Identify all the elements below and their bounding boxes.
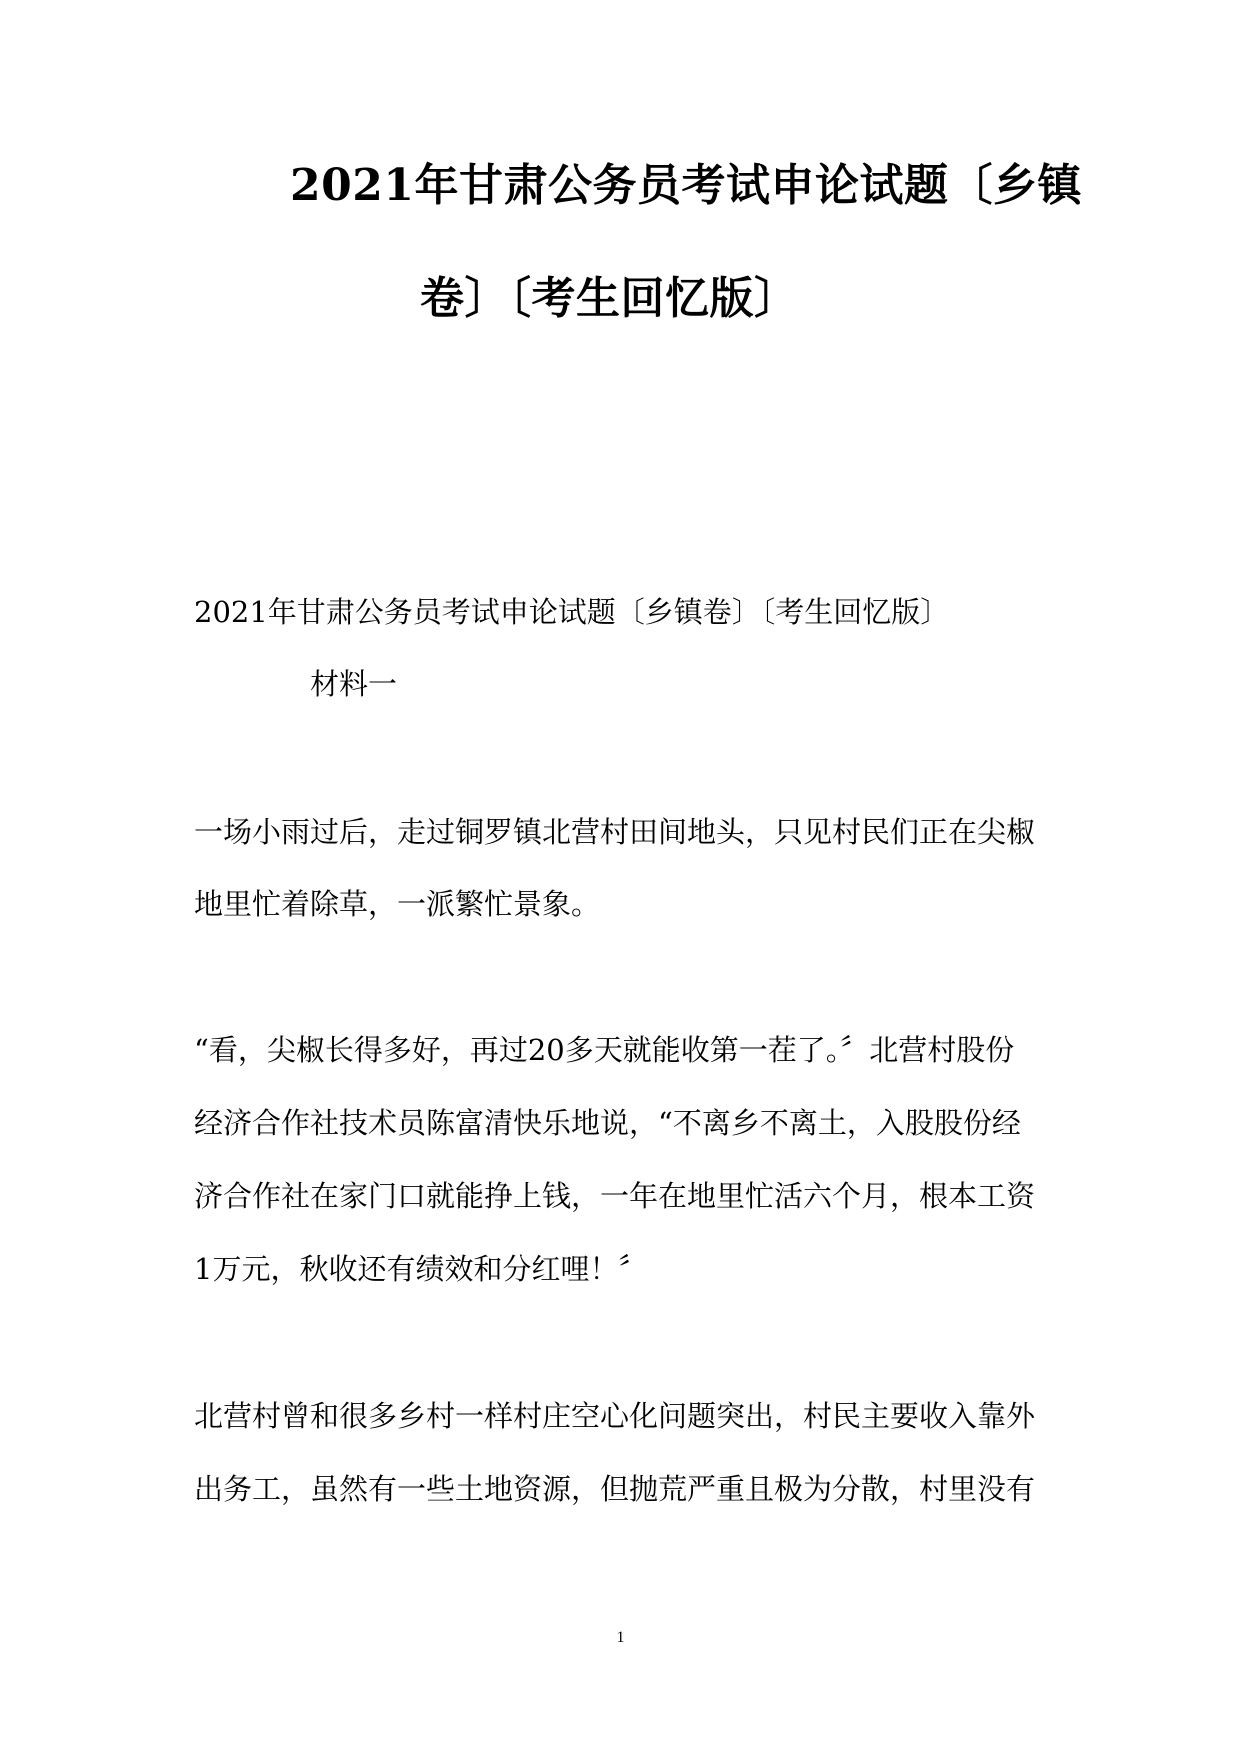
paragraph-line: 一场小雨过后，走过铜罗镇北营村田间地头，只见村民们正在尖椒	[194, 815, 1036, 849]
paragraph-line: 出务工，虽然有一些土地资源，但抛荒严重且极为分散，村里没有	[194, 1472, 1036, 1506]
paragraph-line: 1万元，秋收还有绩效和分红哩！〞	[194, 1252, 648, 1286]
page-number: 1	[616, 1629, 625, 1646]
section-heading: 材料一	[310, 667, 398, 701]
paragraph-line: 北营村曾和很多乡村一样村庄空心化问题突出，村民主要收入靠外	[194, 1399, 1036, 1433]
paragraph-line: 地里忙着除草，一派繁忙景象。	[194, 887, 601, 921]
paragraph-line: 经济合作社技术员陈富清快乐地说，“不离乡不离土，入股股份经	[194, 1106, 1021, 1140]
document-subtitle: 2021年甘肃公务员考试申论试题〔乡镇卷〕〔考生回忆版〕	[194, 595, 950, 629]
paragraph-line: 济合作社在家门口就能挣上钱，一年在地里忙活六个月，根本工资	[194, 1179, 1036, 1213]
document-title-line-1: 2021年甘肃公务员考试申论试题〔乡镇	[290, 160, 1082, 211]
document-title-line-2: 卷〕〔考生回忆版〕	[420, 273, 799, 324]
paragraph-line: “看，尖椒长得多好，再过20多天就能收第一茬了。〞北营村股份	[194, 1033, 1015, 1067]
